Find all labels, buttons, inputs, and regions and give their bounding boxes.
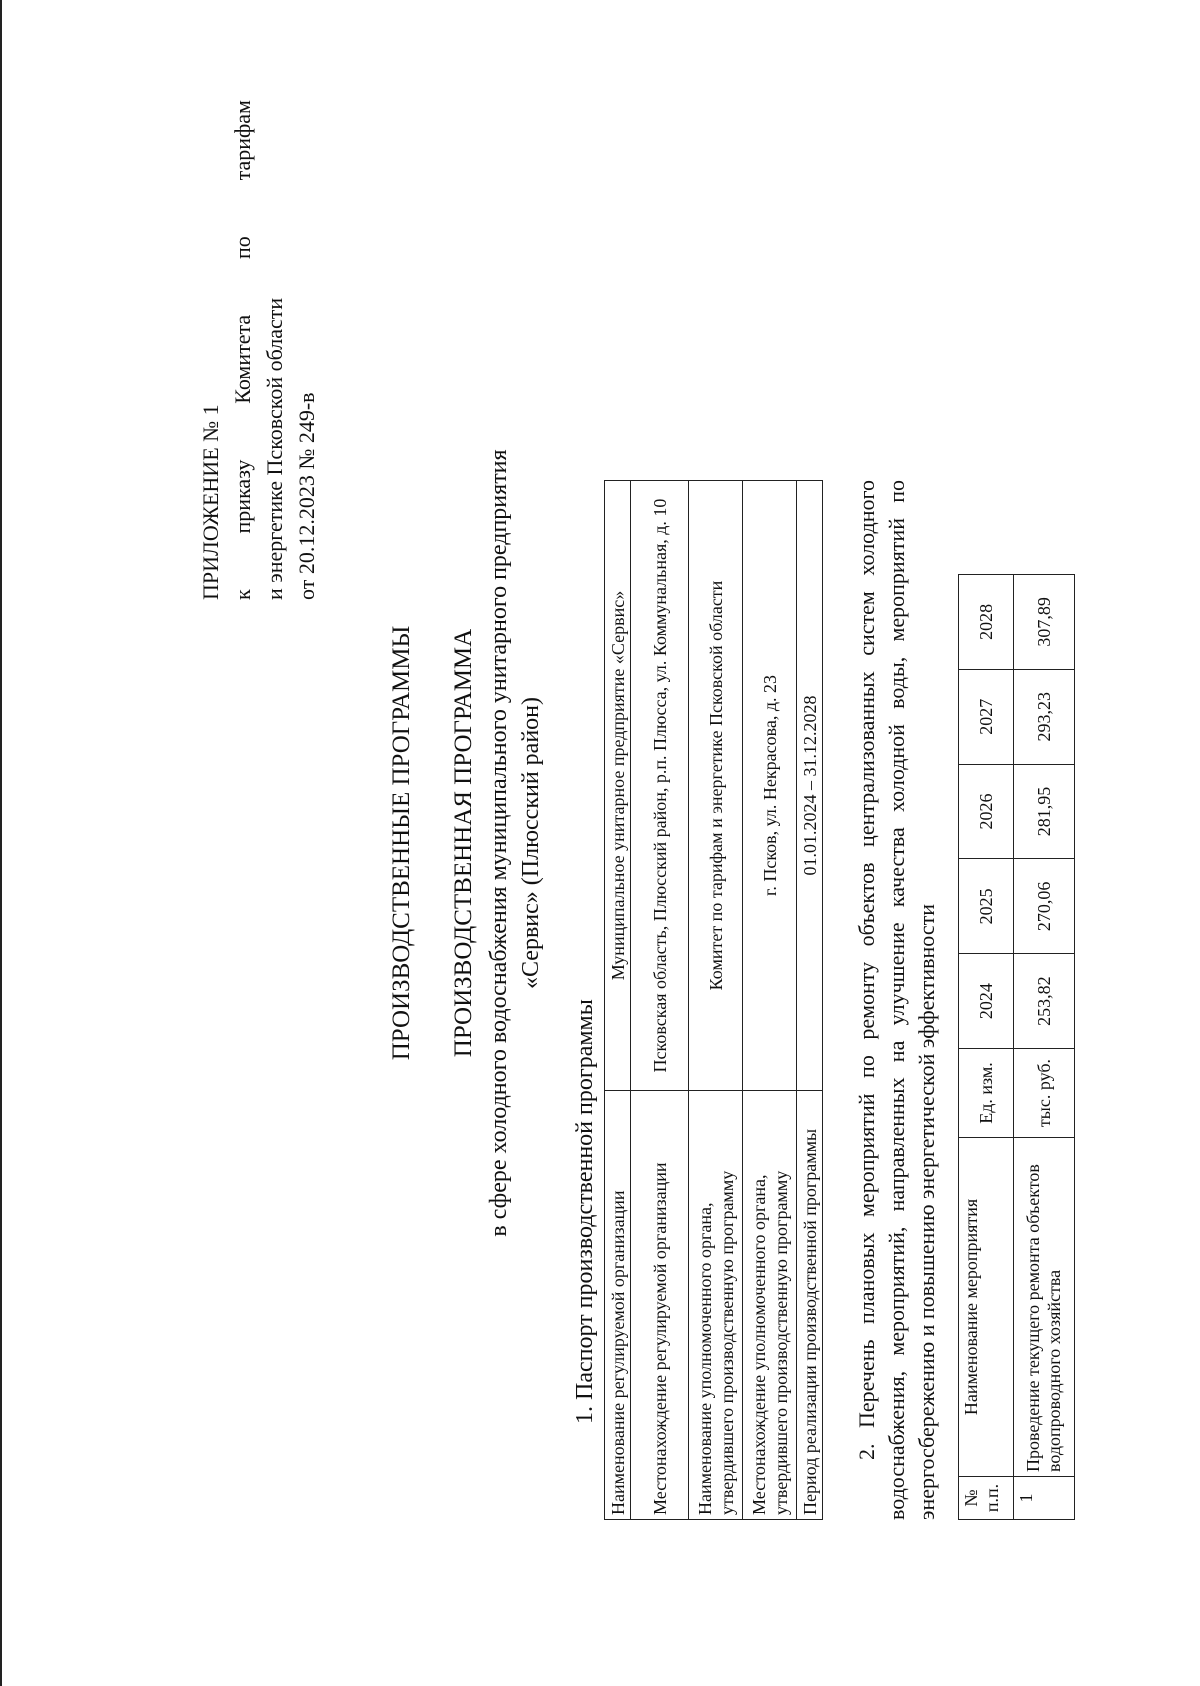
table-row bbox=[1014, 575, 1075, 1520]
header-cell: 2024 bbox=[959, 954, 1014, 1049]
header-cell: 2025 bbox=[959, 859, 1014, 954]
header-cell: Наименование мероприятия bbox=[959, 1138, 1014, 1477]
passport-value: г. Псков, ул. Некрасова, д. 23 bbox=[743, 481, 797, 1091]
appendix-word: Комитета bbox=[230, 314, 255, 404]
table-row bbox=[689, 481, 743, 1520]
main-title: ПРОИЗВОДСТВЕННЫЕ ПРОГРАММЫ bbox=[388, 625, 415, 1061]
passport-label: Местонахождение регулируемой организации bbox=[631, 1091, 689, 1520]
section2-text: 2. Перечень плановых мероприятий по ремонту объектов централизованных систем холодного водоснабжения, мероприятий, направленных на улучшение качества холодной воды, мероприятий по энергосбережению и повышению энергетической эффективности bbox=[854, 480, 939, 1520]
cell-value-2027: 293,23 bbox=[1014, 669, 1075, 764]
appendix-order-line bbox=[227, 100, 259, 600]
table-row bbox=[743, 481, 797, 1520]
passport-value: Псковская область, Плюсский район, р.п. Плюсса, ул. Коммунальная, д. 10 bbox=[631, 481, 689, 1091]
cell-number: 1 bbox=[1014, 1477, 1075, 1520]
header-cell: Ед. изм. bbox=[959, 1049, 1014, 1138]
appendix-date: от 20.12.2023 № 249-в bbox=[294, 392, 319, 600]
table-row bbox=[797, 481, 823, 1520]
appendix-number: ПРИЛОЖЕНИЕ № 1 bbox=[198, 404, 223, 600]
program-sphere: в сфере холодного водоснабжения муниципального унитарного предприятия bbox=[486, 449, 512, 1237]
appendix-header bbox=[195, 100, 323, 600]
passport-value: 01.01.2024 – 31.12.2028 bbox=[797, 481, 823, 1091]
header-cell: № п.п. bbox=[959, 1477, 1014, 1520]
cell-value-2028: 307,89 bbox=[1014, 575, 1075, 670]
cell-value-2024: 253,82 bbox=[1014, 954, 1075, 1049]
cell-unit: тыс. руб. bbox=[1014, 1049, 1075, 1138]
cell-value-2026: 281,95 bbox=[1014, 764, 1075, 859]
appendix-word: по bbox=[230, 236, 255, 260]
appendix-committee: и энергетике Псковской области bbox=[262, 297, 287, 600]
appendix-word: приказу bbox=[230, 459, 255, 534]
events-table bbox=[958, 574, 1075, 1520]
table-row bbox=[605, 481, 631, 1520]
cell-event-name: Проведение текущего ремонта объектов водопроводного хозяйства bbox=[1014, 1138, 1075, 1477]
program-title: ПРОИЗВОДСТВЕННАЯ ПРОГРАММА bbox=[450, 628, 477, 1058]
passport-value: Комитет по тарифам и энергетике Псковской области bbox=[689, 481, 743, 1091]
cell-value-2025: 270,06 bbox=[1014, 859, 1075, 954]
section2-heading bbox=[852, 480, 942, 1520]
passport-table bbox=[604, 480, 823, 1520]
passport-heading: 1. Паспорт производственной программы bbox=[572, 999, 598, 1424]
passport-label: Период реализации производственной программы bbox=[797, 1091, 823, 1520]
passport-label: Наименование уполномоченного органа, утвердившего производственную программу bbox=[689, 1091, 743, 1520]
table-header-row bbox=[959, 575, 1014, 1520]
appendix-word: к bbox=[230, 589, 255, 600]
header-cell: 2026 bbox=[959, 764, 1014, 859]
passport-label: Местонахождение уполномоченного органа, утвердившего производственную программу bbox=[743, 1091, 797, 1520]
header-cell: 2027 bbox=[959, 669, 1014, 764]
program-organization: «Сервис» (Плюсский район) bbox=[518, 697, 544, 989]
passport-value: Муниципальное унитарное предприятие «Сервис» bbox=[605, 481, 631, 1091]
passport-label: Наименование регулируемой организации bbox=[605, 1091, 631, 1520]
header-cell: 2028 bbox=[959, 575, 1014, 670]
table-row bbox=[631, 481, 689, 1520]
appendix-word: тарифам bbox=[230, 100, 255, 181]
